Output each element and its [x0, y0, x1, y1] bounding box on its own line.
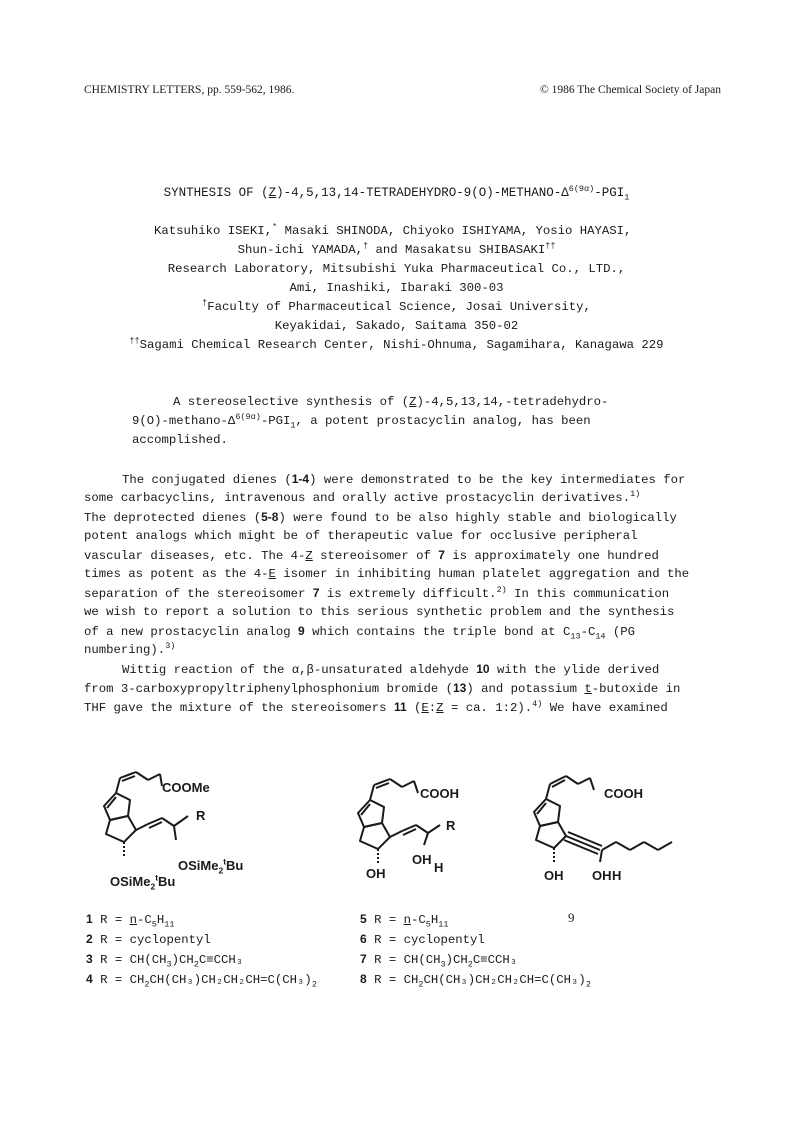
s3-hydroxyl-1: OH [592, 868, 612, 883]
s2-r-label: R [446, 818, 456, 833]
body-line-9: of a new prostacyclin analog 9 which contains the triple bond at $C_{13}-C_{14}$ (PG [84, 624, 636, 642]
abstract-line-3: accomplished. [132, 433, 228, 447]
s2-acid-label: COOH [420, 786, 459, 801]
s1-r-label: R [196, 808, 206, 823]
body-line-10: numbering).$^{3)}$ [84, 640, 176, 657]
body-line-5: vascular diseases, etc. The 4-Z stereoisomer of 7 is approximately one hundred [84, 548, 659, 563]
article-title: SYNTHESIS OF $(Z)-4,5,13,14-TETRADEHYDRO-9(O)-METHANO-\Delta^{6(9\alpha)}-PGI_1$ [163, 183, 630, 203]
compound-6-def: 6 R = cyclopentyl [360, 932, 485, 947]
affiliation-1: Research Laboratory, Mitsubishi Yuka Pharmaceutical Co., LTD., [167, 262, 626, 276]
s2-hydroxyl-1: OH [412, 852, 432, 867]
affiliation-1-address: Ami, Inashiki, Ibaraki 300-03 [289, 281, 504, 295]
body-line-4: potent analogs which might be of therapeutic value for occlusive peripheral [84, 529, 638, 543]
journal-header: CHEMISTRY LETTERS, pp. 559-562, 1986. [84, 84, 295, 96]
s1-ester-label: COOMe [162, 780, 210, 795]
body-line-6: times as potent as the 4-E isomer in inhibiting human platelet aggregation and the [84, 567, 690, 581]
body-line-11: Wittig reaction of the α,β-unsaturated aldehyde 10 with the ylide derived [122, 662, 660, 677]
body-line-3: The deprotected dienes (5-8) were found to be also highly stable and biologically [84, 510, 677, 525]
body-line-2: some carbacyclins, intravenous and orally active prostacyclin derivatives.$^{1)}$ [84, 488, 641, 505]
compound-2-def: 2 R = cyclopentyl [86, 932, 211, 947]
s3-hydrogen: H [612, 868, 622, 883]
s2-hydrogen: H [434, 860, 444, 875]
compound-8-def: 8 $R = CH_2CH(CH_3)CH_2CH_2CH=C(CH_3)_2$ [360, 972, 591, 990]
s1-silyl-ether-2: OSiMe$_2^t$Bu [110, 872, 176, 892]
body-line-8: we wish to report a solution to this serious synthetic problem and the synthesis [84, 605, 675, 619]
affiliation-2: †Faculty of Pharmaceutical Science, Josai University, [202, 297, 591, 314]
body-line-1: The conjugated dienes (1-4) were demonstrated to be the key intermediates for [122, 472, 686, 487]
affiliation-3: ††Sagami Chemical Research Center, Nishi-Ohnuma, Sagamihara, Kanagawa 229 [129, 335, 664, 352]
compound-3-def: 3 $R = CH(CH_3)CH_2C\equiv CCH_3$ [86, 952, 244, 970]
compound-4-def: 4 $R = CH_2CH(CH_3)CH_2CH_2CH=C(CH_3)_2$ [86, 972, 317, 990]
body-line-7: separation of the stereoisomer 7 is extremely difficult.$^{2)}$ In this communication [84, 584, 670, 601]
compound-5-def: 5 $R = n-C_5H_{11}$ [360, 912, 449, 930]
s1-silyl-ether-1: OSiMe$_2^t$Bu [178, 856, 244, 876]
abstract-line-2: $9(O)-methano-\Delta^{6(9\alpha)}-PGI_1$, a potent prostacyclin analog, has been [132, 411, 591, 431]
compound-7-def: 7 $R = CH(CH_3)CH_2C\equiv CCH_3$ [360, 952, 518, 970]
body-line-12: from 3-carboxypropyltriphenylphosphonium bromide (13) and potassium t-butoxide in [84, 681, 681, 696]
affiliation-2-address: Keyakidai, Sakado, Saitama 350-02 [274, 319, 519, 333]
author-line-1: Katsuhiko ISEKI,* Masaki SHINODA, Chiyoko ISHIYAMA, Yosio HAYASI, [154, 221, 632, 238]
s2-hydroxyl-2: OH [366, 866, 386, 881]
s3-hydroxyl-2: OH [544, 868, 564, 883]
body-line-13: THF gave the mixture of the stereoisomers 11 (E:Z = ca. 1:2).$^{4)}$ We have examined [84, 698, 668, 715]
abstract-line-1: A stereoselective synthesis of (Z)-4,5,13,14,-tetradehydro- [173, 395, 609, 409]
compound-1-def: 1 $R = n-C_5H_{11}$ [86, 912, 175, 930]
s3-acid-label: COOH [604, 786, 643, 801]
author-line-2: Shun-ichi YAMADA,† and Masakatsu SHIBASAKI†† [237, 240, 556, 257]
copyright-line: © 1986 The Chemical Society of Japan [540, 84, 721, 96]
compound-9-label: 9 [568, 910, 575, 925]
